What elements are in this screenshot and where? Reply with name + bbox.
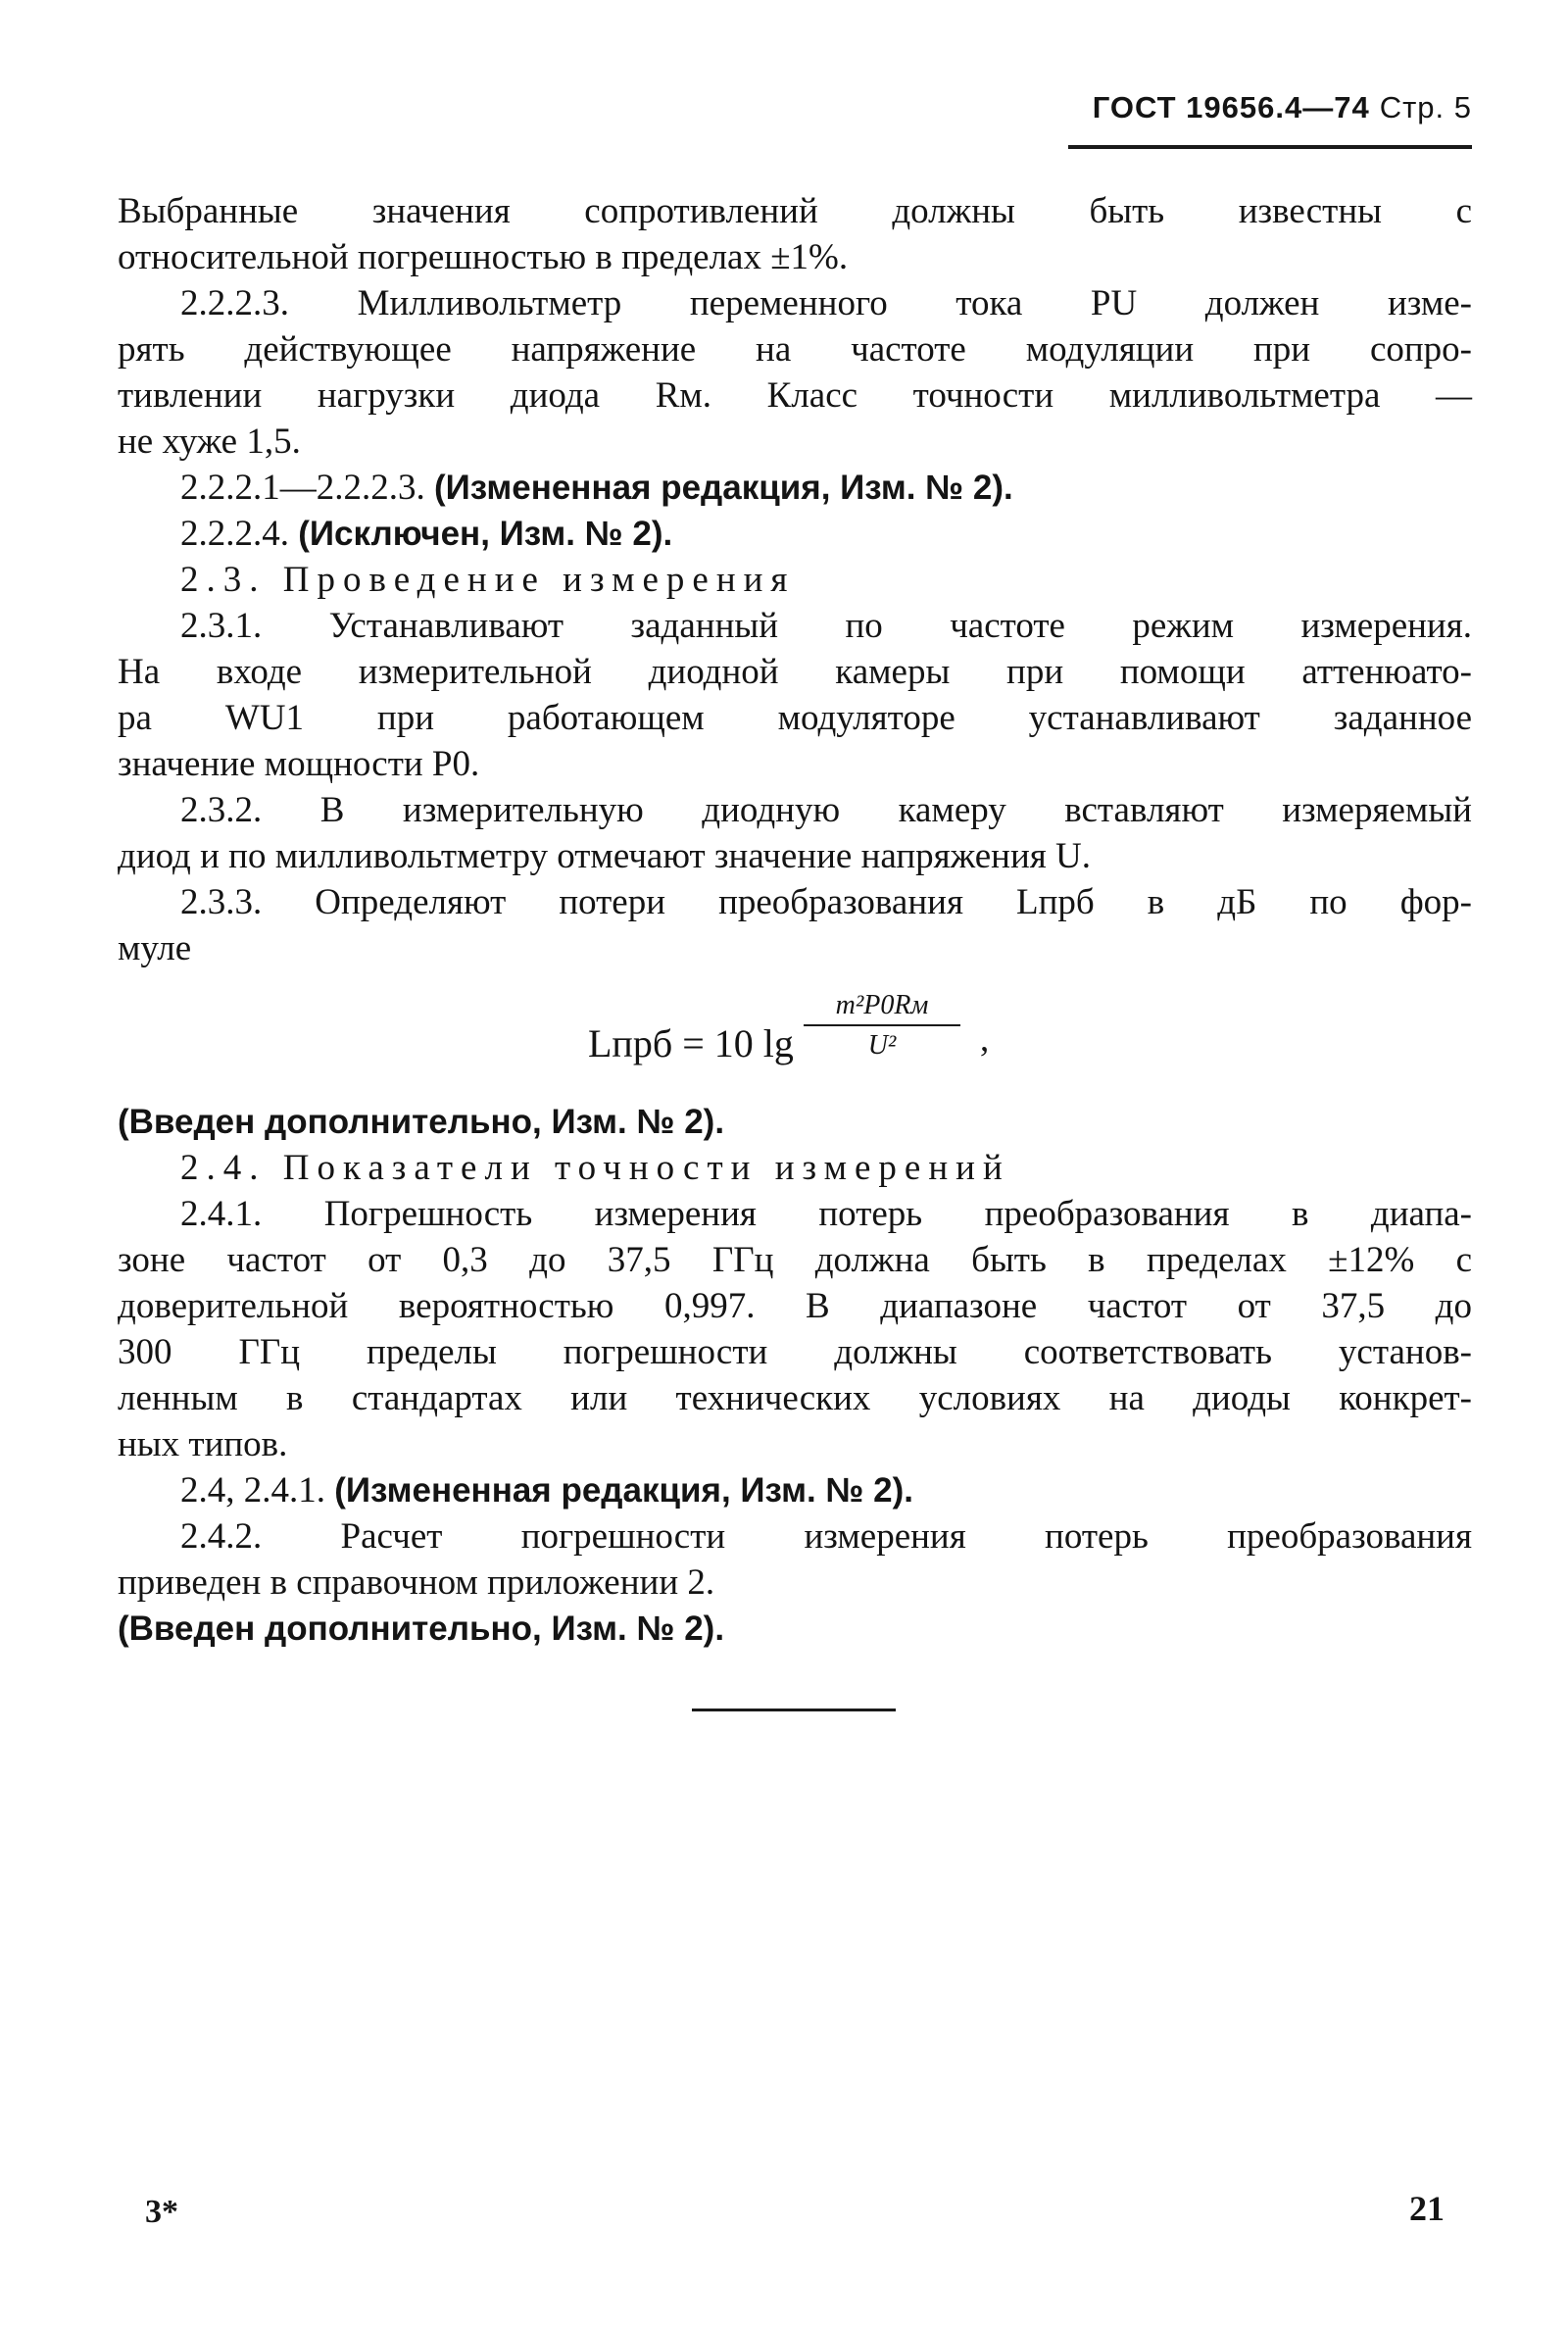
clause-ref: 2.2.2.1—2.2.2.3. bbox=[180, 468, 425, 508]
formula bbox=[118, 983, 1472, 1099]
text-line: ра WU1 при работающем модуляторе устанавливают заданное bbox=[118, 698, 1472, 738]
text-line: 2.4.2. Расчет погрешности измерения потерь преобразования bbox=[180, 1516, 1472, 1557]
text-line: ленным в стандартах или технических условиях на диоды конкрет- bbox=[118, 1378, 1472, 1418]
signature-mark: 3* bbox=[145, 2194, 178, 2230]
clause-ref: 2.4, 2.4.1. bbox=[180, 1470, 325, 1511]
section-heading: 2.4. Показатели точности измерений bbox=[180, 1148, 1010, 1188]
text-line: 2.2.2.3. Милливольтметр переменного тока PU должен изме- bbox=[180, 283, 1472, 323]
text-line: Выбранные значения сопротивлений должны быть известны с bbox=[118, 191, 1472, 231]
text-line: 2.3.1. Устанавливают заданный по частоте режим измерения. bbox=[180, 606, 1472, 646]
text-line: не хуже 1,5. bbox=[118, 421, 301, 462]
text-line: доверительной вероятностью 0,997. В диапазоне частот от 37,5 до bbox=[118, 1286, 1472, 1326]
text-line: ных типов. bbox=[118, 1424, 288, 1464]
text-line: 300 ГГц пределы погрешности должны соответствовать установ- bbox=[118, 1332, 1472, 1372]
formula-comma: , bbox=[980, 1019, 990, 1060]
text-line: На входе измерительной диодной камеры при помощи аттенюато- bbox=[118, 652, 1472, 692]
standard-number: ГОСТ 19656.4—74 bbox=[1092, 90, 1370, 124]
text-line: рять действующее напряжение на частоте модуляции при сопро- bbox=[118, 329, 1472, 370]
text-line: значение мощности P0. bbox=[118, 744, 480, 784]
clause-ref: 2.2.2.4. bbox=[180, 514, 289, 554]
amendment-text: (Измененная редакция, Изм. № 2). bbox=[434, 469, 1013, 507]
page-number: 21 bbox=[1409, 2189, 1445, 2228]
text-line: 2.3.3. Определяют потери преобразования Lпрб в дБ по фор- bbox=[180, 882, 1472, 922]
section-heading: 2.3. Проведение измерения bbox=[180, 560, 796, 600]
section-separator bbox=[692, 1709, 896, 1711]
text-line: тивлении нагрузки диода Rм. Класс точности милливольтметра — bbox=[118, 375, 1472, 416]
page-label: Стр. 5 bbox=[1379, 90, 1472, 124]
amendment-text: (Измененная редакция, Изм. № 2). bbox=[334, 1471, 913, 1510]
amendment-note bbox=[118, 1467, 1472, 1513]
text-line: приведен в справочном приложении 2. bbox=[118, 1562, 715, 1603]
text-line: 2.3.2. В измерительную диодную камеру вставляют измеряемый bbox=[180, 790, 1472, 830]
text-line: зоне частот от 0,3 до 37,5 ГГц должна быть в пределах ±12% с bbox=[118, 1240, 1472, 1280]
text-line: муле bbox=[118, 928, 192, 968]
text-line: диод и по милливольтметру отмечают значение напряжения U. bbox=[118, 836, 1091, 876]
formula-numerator: m²P0Rм bbox=[804, 989, 960, 1026]
formula-denominator: U² bbox=[867, 1030, 897, 1061]
amendment-note: (Введен дополнительно, Изм. № 2). bbox=[118, 1103, 725, 1141]
formula-lhs: Lпрб = 10 lg bbox=[588, 1021, 794, 1065]
text-line: 2.4.1. Погрешность измерения потерь преобразования в диапа- bbox=[180, 1194, 1472, 1234]
amendment-note: (Введен дополнительно, Изм. № 2). bbox=[118, 1610, 725, 1648]
amendment-note bbox=[118, 465, 1472, 511]
page-header bbox=[1068, 90, 1472, 149]
document-body bbox=[118, 188, 1472, 1652]
formula-fraction bbox=[804, 989, 960, 1065]
amendment-text: (Исключен, Изм. № 2). bbox=[298, 515, 673, 553]
text-line: относительной погрешностью в пределах ±1%. bbox=[118, 237, 849, 277]
amendment-note bbox=[118, 511, 1472, 557]
